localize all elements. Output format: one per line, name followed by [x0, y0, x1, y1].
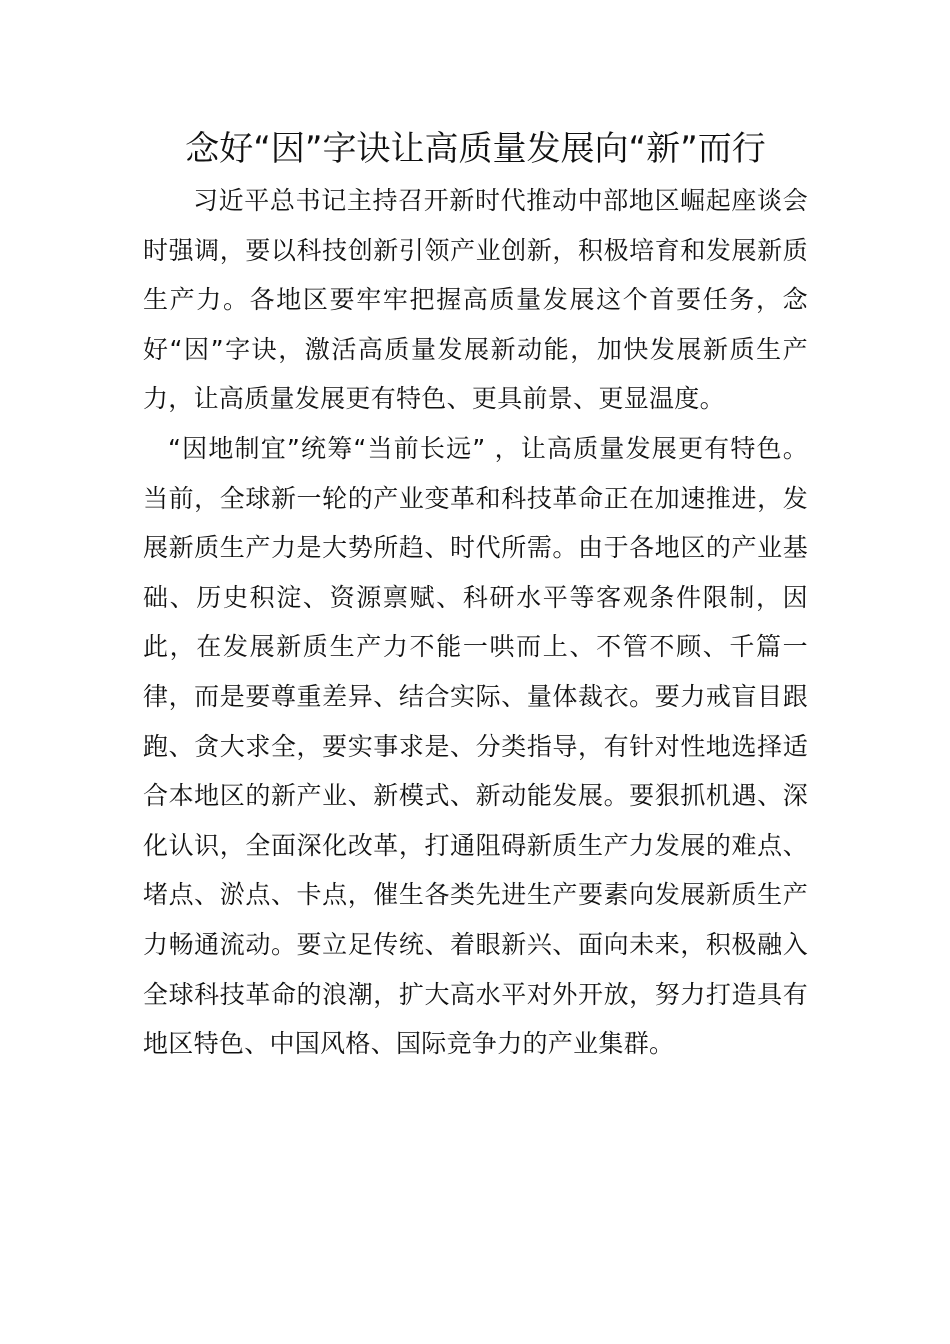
document-content [143, 125, 808, 1069]
paragraph-intro: 习近平总书记主持召开新时代推动中部地区崛起座谈会时强调，要以科技创新引领产业创新，积极培育和发展新质生产力。各地区要牢牢把握高质量发展这个首要任务，念好“因”字诀，激活高质量发展新动能，加快发展新质生产力，让高质量发展更有特色、更具前景、更显温度。 [143, 186, 808, 414]
document-title: 念好“因”字诀让高质量发展向“新”而行 [185, 129, 766, 169]
paragraph-section-1: “因地制宜”统筹“当前长远” ，让高质量发展更有特色。当前，全球新一轮的产业变革和科技革命正在加速推进，发展新质生产力是大势所趋、时代所需。由于各地区的产业基础、历史积淀、资源禀赋、科研水平等客观条件限制，因此，在发展新质生产力不能一哄而上、不管不顾、千篇一律，而是要尊重差异、结合实际、量体裁衣。要力戒盲目跟跑、贪大求全，要实事求是、分类指导，有针对性地选择适合本地区的新产业、新模式、新动能发展。要狠抓机遇、深化认识，全面深化改革，打通阻碍新质生产力发展的难点、堵点、淤点、卡点，催生各类先进生产要素向发展新质生产力畅通流动。要立足传统、着眼新兴、面向未来，积极融入全球科技革命的浪潮，扩大高水平对外开放，努力打造具有地区特色、中国风格、国际竞争力的产业集群。 [143, 433, 808, 1059]
